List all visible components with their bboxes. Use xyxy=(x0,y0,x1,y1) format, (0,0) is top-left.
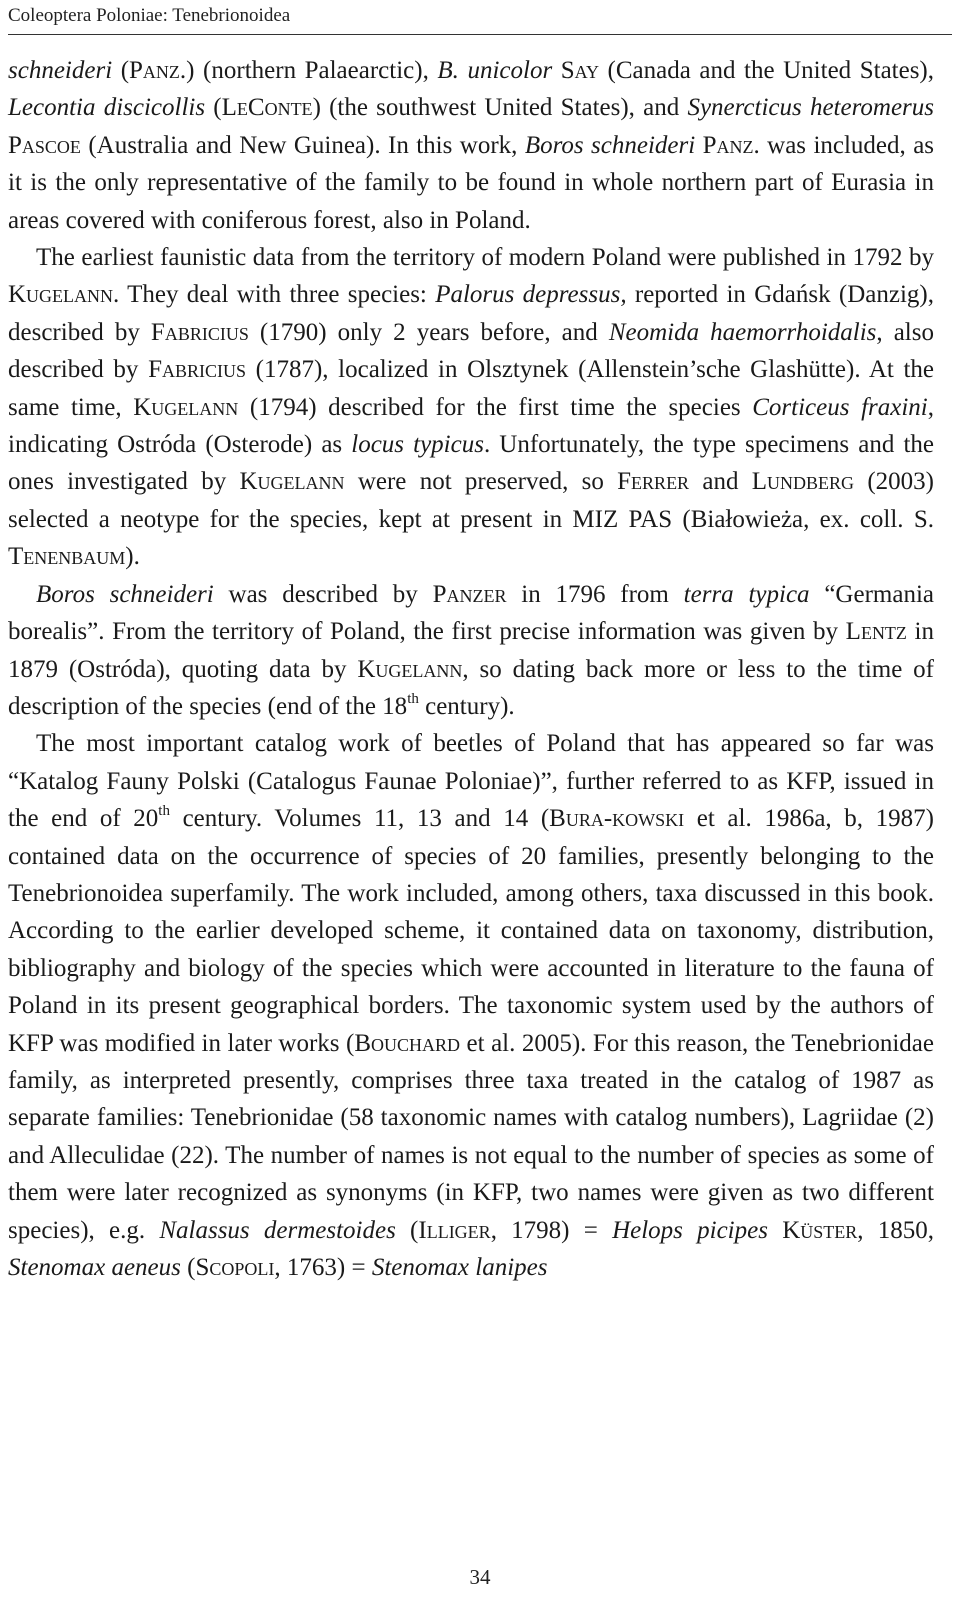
text-run: were not preserved, so xyxy=(344,468,618,496)
italic-taxon: B. unicolor xyxy=(437,57,553,84)
italic-taxon: Corticeus fraxini xyxy=(752,393,928,421)
text-run: ( xyxy=(112,57,130,84)
text-run: ( xyxy=(395,1216,419,1244)
text-run: The earliest faunistic data from the territory of modern Poland were published in 1792 by xyxy=(36,244,934,272)
italic-taxon: Stenomax lanipes xyxy=(371,1254,548,1281)
text-run: , also described by xyxy=(8,318,934,384)
text-run: (Australia and New Guinea). In this work, xyxy=(80,131,525,159)
author-name: Panz. xyxy=(702,131,760,159)
text-run: (2003) selected a neotype for the species, kept at present in MIZ PAS (Białowieża, ex. coll. S. xyxy=(8,468,934,533)
text-run: (1790) only 2 years before, and xyxy=(248,318,609,346)
text-run: , 1763) = xyxy=(274,1254,372,1281)
text-run: , 1850, xyxy=(857,1216,935,1244)
italic-taxon: Neomida haemorrhoidalis xyxy=(608,318,877,346)
author-name: Bouchard xyxy=(354,1029,461,1057)
paragraph-boros-overview xyxy=(8,52,934,239)
italic-taxon: Helops picipes xyxy=(612,1216,768,1244)
author-name: Kugelann xyxy=(133,393,239,421)
body-text xyxy=(8,52,934,1286)
text-run: ). xyxy=(125,543,140,571)
author-name: Pascoe xyxy=(8,131,81,159)
text-run: (Canada and the United States), xyxy=(599,57,935,84)
author-name: Küster xyxy=(782,1216,858,1244)
author-name: Lentz xyxy=(845,618,907,646)
text-run: The most important catalog work of beetles of Poland that has appeared so far was “Katalog Fauny Polski (Catalogus Faunae Poloniae)”, further referred to as KFP, issued in the end of 20 xyxy=(8,730,934,833)
text-run: was described by xyxy=(213,580,433,608)
ordinal-suffix: th xyxy=(407,690,419,707)
text-run xyxy=(695,132,702,159)
text-run: , so dating back more or less to the time of description of the species (end of the 18 xyxy=(8,655,934,720)
paragraph-boros-description xyxy=(8,576,934,726)
text-run: century. Volumes 11, 13 and 14 ( xyxy=(169,805,550,833)
text-run: reported in Gdańsk (Danzig), described by xyxy=(8,281,934,346)
text-run: and xyxy=(689,468,752,496)
text-run: (1787), localized in Olsztynek (Allenstein’sche Glashütte). At the same time, xyxy=(8,356,934,421)
italic-taxon: Nalassus dermestoides xyxy=(159,1216,396,1244)
author-name: Panzer xyxy=(432,580,507,608)
author-name: Kugelann xyxy=(239,468,345,496)
author-name: Fabricius xyxy=(148,356,246,384)
author-name: Scopoli xyxy=(195,1254,275,1281)
text-run: in 1796 from xyxy=(506,580,684,608)
text-run: century). xyxy=(418,692,515,720)
italic-taxon: Synercticus heteromerus xyxy=(687,94,935,122)
text-run: et al. 2005). For this reason, the Tenebrionidae family, as interpreted presently, comprises three taxa treated in the catalog of 1987 as separate families: Tenebrionidae (58 taxonomic names with catalog numbers), Lagriidae (2) and Alleculidae (22). The number of names is not equal to the number of species as some of them were later recognized as synonyms (in KFP, two names were given as two different species), e.g. xyxy=(8,1029,934,1244)
italic-taxon: locus typicus xyxy=(351,431,484,459)
text-run: . Unfortunately, the type specimens and the ones investigated by xyxy=(8,431,934,496)
author-name: Kugelann xyxy=(8,281,114,309)
page-number: 34 xyxy=(469,1565,491,1589)
author-name: Fabricius xyxy=(150,318,249,346)
italic-taxon: terra typica xyxy=(683,580,810,608)
ordinal-suffix: th xyxy=(158,802,170,819)
text-run: . They deal with three species: xyxy=(113,281,436,309)
text-run: et al. 1986a, b, 1987) contained data on the occurrence of species of 20 families, presently belonging to the Tenebrionoidea superfamily. The work included, among others, taxa discussed in this book. According to the earlier developed scheme, it contained data on taxonomy, distribution, bibliography and biology of the species which were accounted in literature to the fauna of Poland in its present geographical borders. The taxonomic system used by the authors of KFP was modified in later works ( xyxy=(8,805,934,1057)
italic-taxon: Boros schneideri xyxy=(524,131,696,159)
italic-taxon: Lecontia discicollis xyxy=(8,94,206,122)
italic-taxon: Stenomax aeneus xyxy=(8,1254,181,1281)
author-name: Bura-kowski xyxy=(549,805,685,833)
running-head: Coleoptera Poloniae: Tenebrionoidea xyxy=(8,5,291,26)
text-run: , 1798) = xyxy=(490,1216,613,1244)
header-rule xyxy=(8,34,952,35)
text-run: was included, as it is the only representative of the family to be found in whole northern part of Eurasia in areas covered with coniferous forest, also in Poland. xyxy=(8,131,935,234)
author-name: Say xyxy=(560,57,599,84)
italic-taxon: Palorus depressus, xyxy=(435,281,627,309)
author-name: Lundberg xyxy=(751,468,855,496)
text-run: ) (northern Palaearctic), xyxy=(186,57,438,84)
author-name: Panz. xyxy=(129,57,187,84)
text-run: ( xyxy=(180,1254,196,1281)
paragraph-earliest-data xyxy=(8,239,934,576)
text-run xyxy=(552,57,561,84)
text-run: in 1879 (Ostróda), quoting data by xyxy=(8,618,934,683)
author-name: Illiger xyxy=(418,1216,491,1244)
text-run: ( xyxy=(205,94,222,122)
author-name: Ferrer xyxy=(617,468,690,496)
text-run xyxy=(768,1217,782,1244)
author-name: Kugelann xyxy=(357,655,463,683)
author-name: Tenenbaum xyxy=(8,543,126,571)
text-run: , indicating Ostróda (Osterode) as xyxy=(8,393,934,459)
paragraph-kfp-catalog xyxy=(8,725,934,1286)
italic-taxon: schneideri xyxy=(8,57,113,84)
text-run: ) (the southwest United States), and xyxy=(312,94,688,122)
text-run: “Germania borealis”. From the territory of Poland, the first precise information was given by xyxy=(8,580,934,646)
text-run: (1794) described for the first time the species xyxy=(238,393,753,421)
italic-taxon: Boros schneideri xyxy=(36,580,214,608)
author-name: LeConte xyxy=(221,94,313,122)
